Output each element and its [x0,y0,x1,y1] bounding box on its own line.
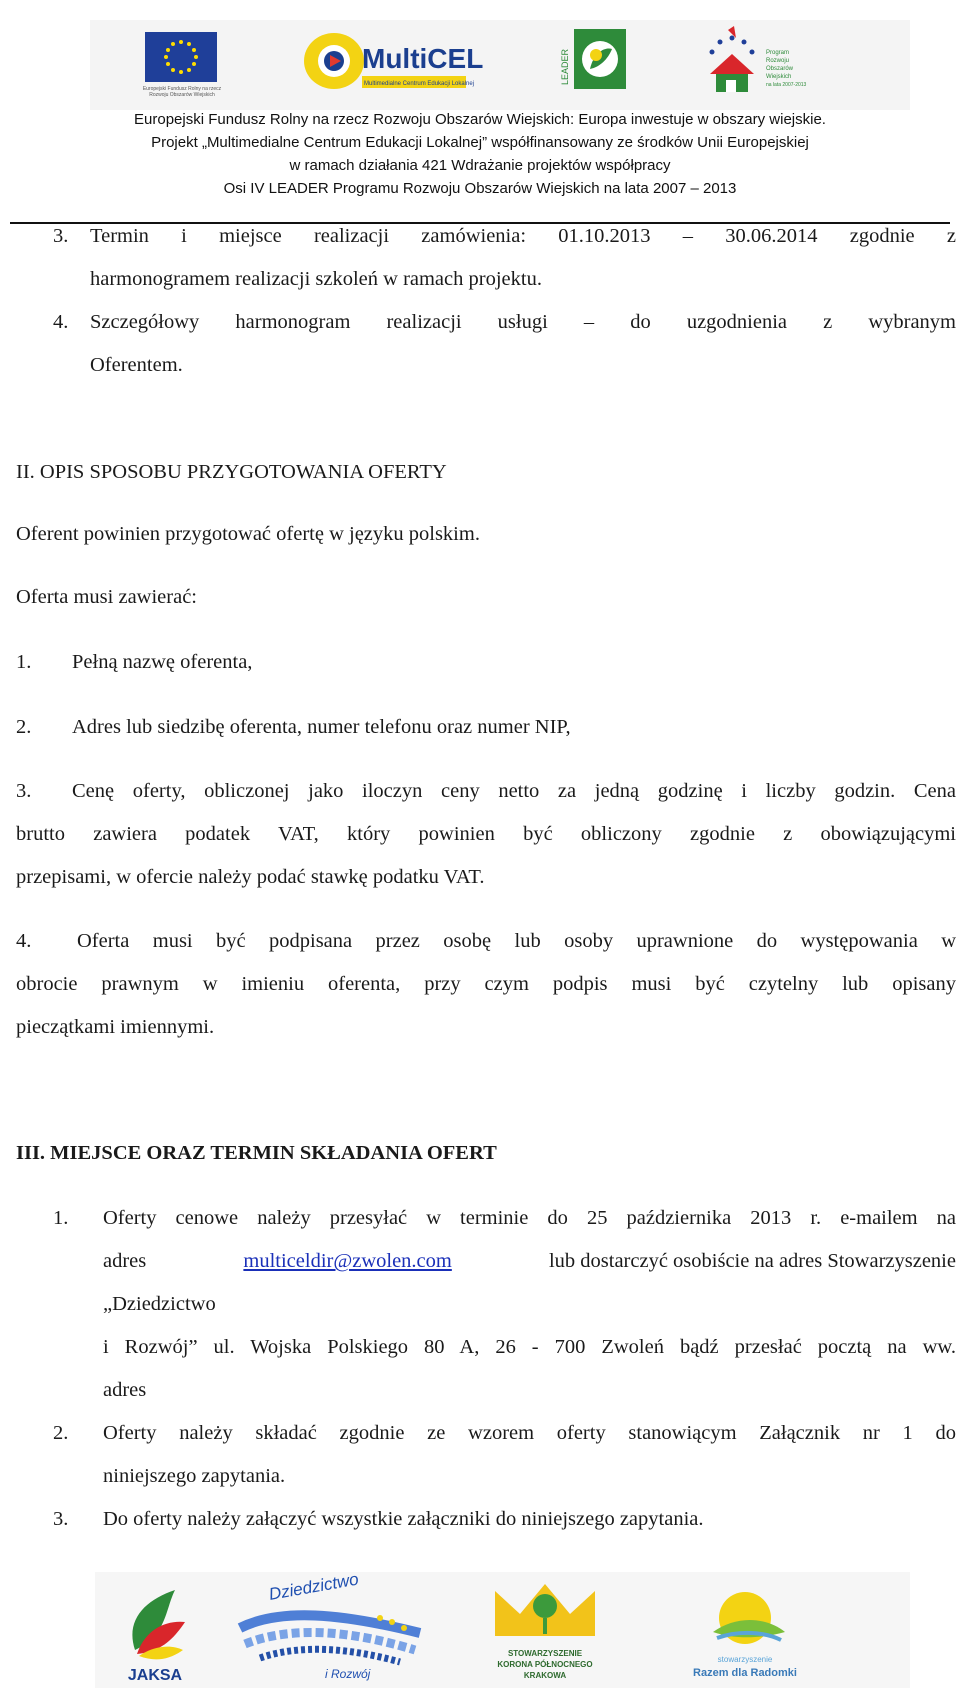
paragraph-line: „Dziedzictwo [103,1293,216,1315]
svg-text:Wiejskich: Wiejskich [766,74,792,80]
paragraph-line: Termin i miejsce realizacji zamówienia: 01.10.2013 – 30.06.2014 zgodnie z [90,225,956,247]
eu-flag-logo [145,32,217,82]
paragraph-line: Oferta musi być podpisana przez osobę lub osoby uprawnione do występowania w [77,930,956,952]
list-item: Pełną nazwę oferenta, [72,651,253,673]
paragraph-line: brutto zawiera podatek VAT, który powinien być obliczony zgodnie z obowiązującymi [16,823,956,845]
list-number: 1. [16,651,32,673]
korona-logo [480,1576,610,1686]
paragraph-line: Oferty cenowe należy przesyłać w terminie do 25 października 2013 r. e-mailem na [103,1207,956,1229]
address-label: adres [103,1250,147,1272]
paragraph-line: i Rozwój” ul. Wojska Polskiego 80 A, 26 - 700 Zwoleń bądź przesłać pocztą na ww. [103,1336,956,1358]
jaksa-logo [115,1580,195,1684]
svg-text:Dziedzictwo: Dziedzictwo [267,1569,361,1604]
section-heading: III. MIEJSCE ORAZ TERMIN SKŁADANIA OFERT [16,1142,497,1164]
svg-text:stowarzyszenie: stowarzyszenie [717,1655,773,1664]
svg-text:na lata 2007-2013: na lata 2007-2013 [766,82,807,88]
list-number: 3. [53,1508,69,1530]
eu-caption: Europejski Fundusz Rolny na rzecz Rozwoju Obszarów Wiejskich [142,86,222,98]
svg-text:Program: Program [766,50,790,56]
svg-text:Obszarów: Obszarów [766,66,794,72]
paragraph-line: Oferta musi zawierać: [16,586,197,608]
paragraph-line: niniejszego zapytania. [103,1465,286,1487]
prow-logo [690,24,820,100]
funding-line-3: w ramach działania 421 Wdrażanie projektów współpracy [289,157,671,174]
list-number: 3. [53,225,69,247]
paragraph-text: lub dostarczyć osobiście na adres Stowarzyszenie [548,1250,956,1272]
header-logo-strip [90,20,910,110]
dziedzictwo-logo [230,1569,430,1684]
paragraph-line: Cenę oferty, obliczonej jako iloczyn ceny netto za jedną godzinę i liczby godzin. Cena [72,780,956,802]
list-number: 2. [53,1422,69,1444]
paragraph-line: pieczątkami imiennymi. [16,1016,215,1038]
funding-line-2: Projekt „Multimedialne Centrum Edukacji Lokalnej” współfinansowany ze środków Unii Europejskiej [151,134,809,151]
svg-text:KRAKOWA: KRAKOWA [523,1671,567,1680]
list-number: 3. [16,780,32,802]
svg-text:Rozwoju: Rozwoju [766,58,790,64]
paragraph-line: adres [103,1379,147,1401]
svg-text:MultiCEL: MultiCEL [362,43,484,74]
funding-line-4: Osi IV LEADER Programu Rozwoju Obszarów Wiejskich na lata 2007 – 2013 [223,180,737,197]
paragraph-line: Szczegółowy harmonogram realizacji usługi – do uzgodnienia z wybranym [90,311,956,333]
paragraph-line: przepisami, w ofercie należy podać stawkę podatku VAT. [16,866,485,888]
radomka-logo [655,1586,835,1682]
svg-text:Razem dla Radomki: Razem dla Radomki [693,1667,797,1679]
paragraph-line: Oferentem. [90,354,183,376]
paragraph-line: harmonogramem realizacji szkoleń w ramach projektu. [90,268,542,290]
email-link[interactable]: multiceldir@zwolen.com [243,1250,452,1272]
paragraph-line: obrocie prawnym w imieniu oferenta, przy czym podpis musi być czytelny lub opisany [16,973,956,995]
svg-text:LEADER: LEADER [560,48,570,85]
list-item: Do oferty należy załączyć wszystkie załączniki do niniejszego zapytania. [103,1508,704,1530]
svg-text:Multimedialne Centrum Edukacji: Multimedialne Centrum Edukacji Lokalnej [364,81,475,87]
list-number: 4. [53,311,69,333]
leader-logo [560,25,630,97]
svg-text:i Rozwój: i Rozwój [325,1667,371,1681]
paragraph-line [103,1249,956,1273]
list-number: 4. [16,930,32,952]
svg-text:JAKSA: JAKSA [127,1667,183,1684]
section-heading: II. OPIS SPOSOBU PRZYGOTOWANIA OFERTY [16,461,447,483]
funding-statement [0,108,960,200]
list-number: 1. [53,1207,69,1229]
paragraph-line: Oferent powinien przygotować ofertę w języku polskim. [16,523,480,545]
list-item: Adres lub siedzibę oferenta, numer telefonu oraz numer NIP, [72,716,571,738]
footer-logo-strip [95,1569,910,1688]
paragraph-line: Oferty należy składać zgodnie ze wzorem oferty stanowiącym Załącznik nr 1 do [103,1422,956,1444]
svg-text:STOWARZYSZENIE: STOWARZYSZENIE [507,1649,583,1658]
list-number: 2. [16,716,32,738]
svg-text:KORONA PÓŁNOCNEGO: KORONA PÓŁNOCNEGO [497,1660,593,1669]
funding-line-1: Europejski Fundusz Rolny na rzecz Rozwoju Obszarów Wiejskich: Europa inwestuje w obszary wiejskie. [134,111,826,128]
multicel-logo [300,28,484,94]
